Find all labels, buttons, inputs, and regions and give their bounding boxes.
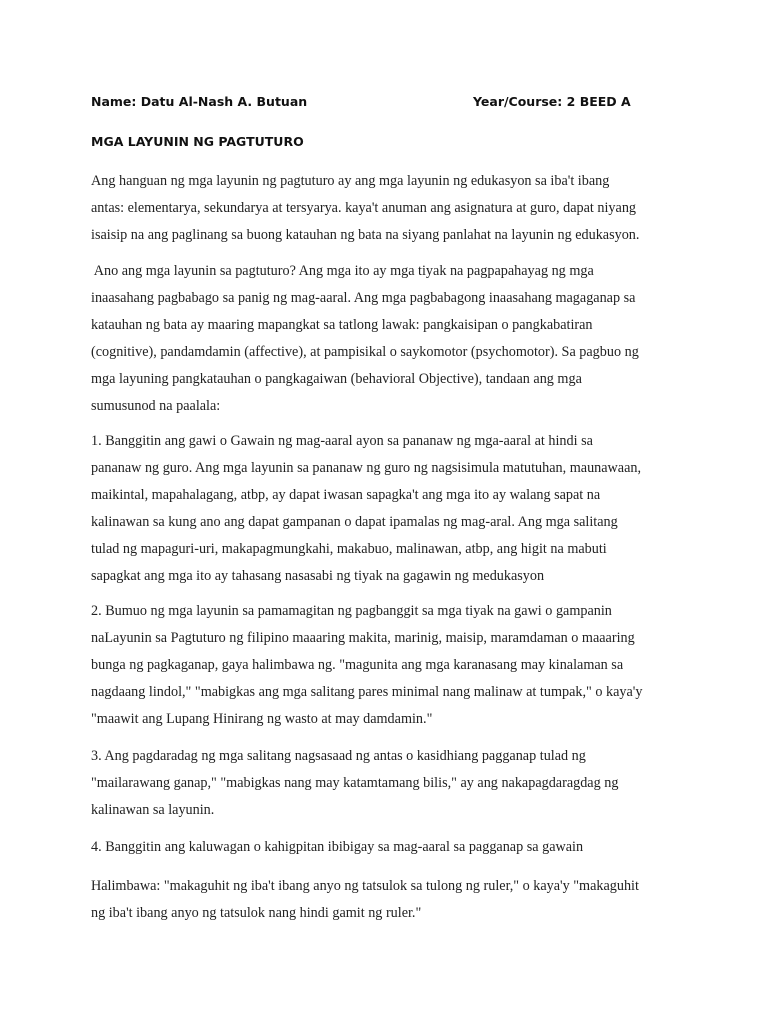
paragraph-line: sumusunod na paalala:: [91, 398, 221, 414]
paragraph-line: Halimbawa: "makaguhit ng iba't ibang anyo ng tatsulok sa tulong ng ruler," o kaya'y "makaguhit: [91, 878, 639, 894]
paragraph-line: ng iba't ibang anyo ng tatsulok nang hindi gamit ng ruler.": [91, 905, 422, 921]
paragraph-line: 3. Ang pagdaradag ng mga salitang nagsasaad ng antas o kasidhiang pagganap tulad ng: [91, 748, 586, 764]
paragraph-line: sapagkat ang mga ito ay tahasang nasasabi ng tiyak na gagawin ng medukasyon: [91, 568, 545, 584]
paragraph-line: isaisip na ang paglinang sa buong katauhan ng bata na siyang panlahat na layunin ng edukasyon.: [91, 227, 640, 243]
paragraph-line: nagdaang lindol," "mabigkas ang mga salitang pares minimal nang malinaw at tumpak," o kaya'y: [91, 684, 643, 700]
paragraph-line: maikintal, mapahalagang, atbp, ay dapat iwasan sapagka't ang mga ito ay walang sapat na: [91, 487, 601, 503]
paragraph-line: Ang hanguan ng mga layunin ng pagtuturo ay ang mga layunin ng edukasyon sa iba't ibang: [91, 173, 610, 189]
paragraph-line: "maawit ang Lupang Hinirang ng wasto at may damdamin.": [91, 711, 433, 727]
paragraph-line: antas: elementarya, sekundarya at tersyarya. kaya't anuman ang asignatura at guro, dapat niyang: [91, 200, 637, 216]
paragraph-line: "mailarawang ganap," "mabigkas nang may katamtamang bilis," ay ang nakapagdaragdag ng: [91, 775, 619, 791]
paragraph-line: bunga ng pagkaganap, gaya halimbawa ng. "magunita ang mga karanasang may kinalaman sa: [91, 657, 624, 673]
paragraph-line: 1. Banggitin ang gawi o Gawain ng mag-aaral ayon sa pananaw ng mga-aaral at hindi sa: [91, 433, 593, 449]
paragraph-item-3: [91, 743, 681, 824]
document-title: MGA LAYUNIN NG PAGTUTURO: [91, 134, 304, 149]
student-name: Name: Datu Al-Nash A. Butuan: [91, 94, 308, 109]
paragraph-line: 2. Bumuo ng mga layunin sa pamamagitan ng pagbanggit sa mga tiyak na gawi o gampanin: [91, 603, 612, 619]
paragraph-question: [91, 258, 681, 420]
paragraph-item-1: [91, 428, 681, 590]
paragraph-line: pananaw ng guro. Ang mga layunin sa pananaw ng guro ng nagsisimula matutuhan, maunawaan,: [91, 460, 642, 476]
paragraph-line: tulad ng mapaguri-uri, makapagmungkahi, makabuo, malinawan, atbp, ang higit na mabuti: [91, 541, 607, 557]
paragraph-line: mga layuning pangkatauhan o pangkagaiwan (behavioral Objective), tandaan ang mga: [91, 371, 582, 387]
paragraph-line: kalinawan sa kung ano ang dapat gampanan o dapat ipamalas ng mag-aral. Ang mga salitang: [91, 514, 618, 530]
paragraph-item-4: [91, 834, 681, 861]
paragraph-line: kalinawan sa layunin.: [91, 802, 215, 818]
paragraph-line: (cognitive), pandamdamin (affective), at pampisikal o saykomotor (psychomotor). Sa pagbuo ng: [91, 344, 639, 360]
year-course: Year/Course: 2 BEED A: [473, 94, 631, 109]
paragraph-example: [91, 873, 681, 927]
paragraph-intro: [91, 168, 681, 249]
paragraph-line: Ano ang mga layunin sa pagtuturo? Ang mga ito ay mga tiyak na pagpapahayag ng mga: [91, 263, 594, 279]
paragraph-line: 4. Banggitin ang kaluwagan o kahigpitan ibibigay sa mag-aaral sa pagganap sa gawain: [91, 839, 584, 855]
paragraph-item-2: [91, 598, 681, 733]
paragraph-line: naLayunin sa Pagtuturo ng filipino maaaring makita, marinig, maisip, maramdaman o maaaring: [91, 630, 635, 646]
paragraph-line: katauhan ng bata ay maaring mapangkat sa tatlong lawak: pangkaisipan o pangkabatiran: [91, 317, 593, 333]
paragraph-line: inaasahang pagbabago sa panig ng mag-aaral. Ang mga pagbabagong inaasahang magaganap sa: [91, 290, 636, 306]
